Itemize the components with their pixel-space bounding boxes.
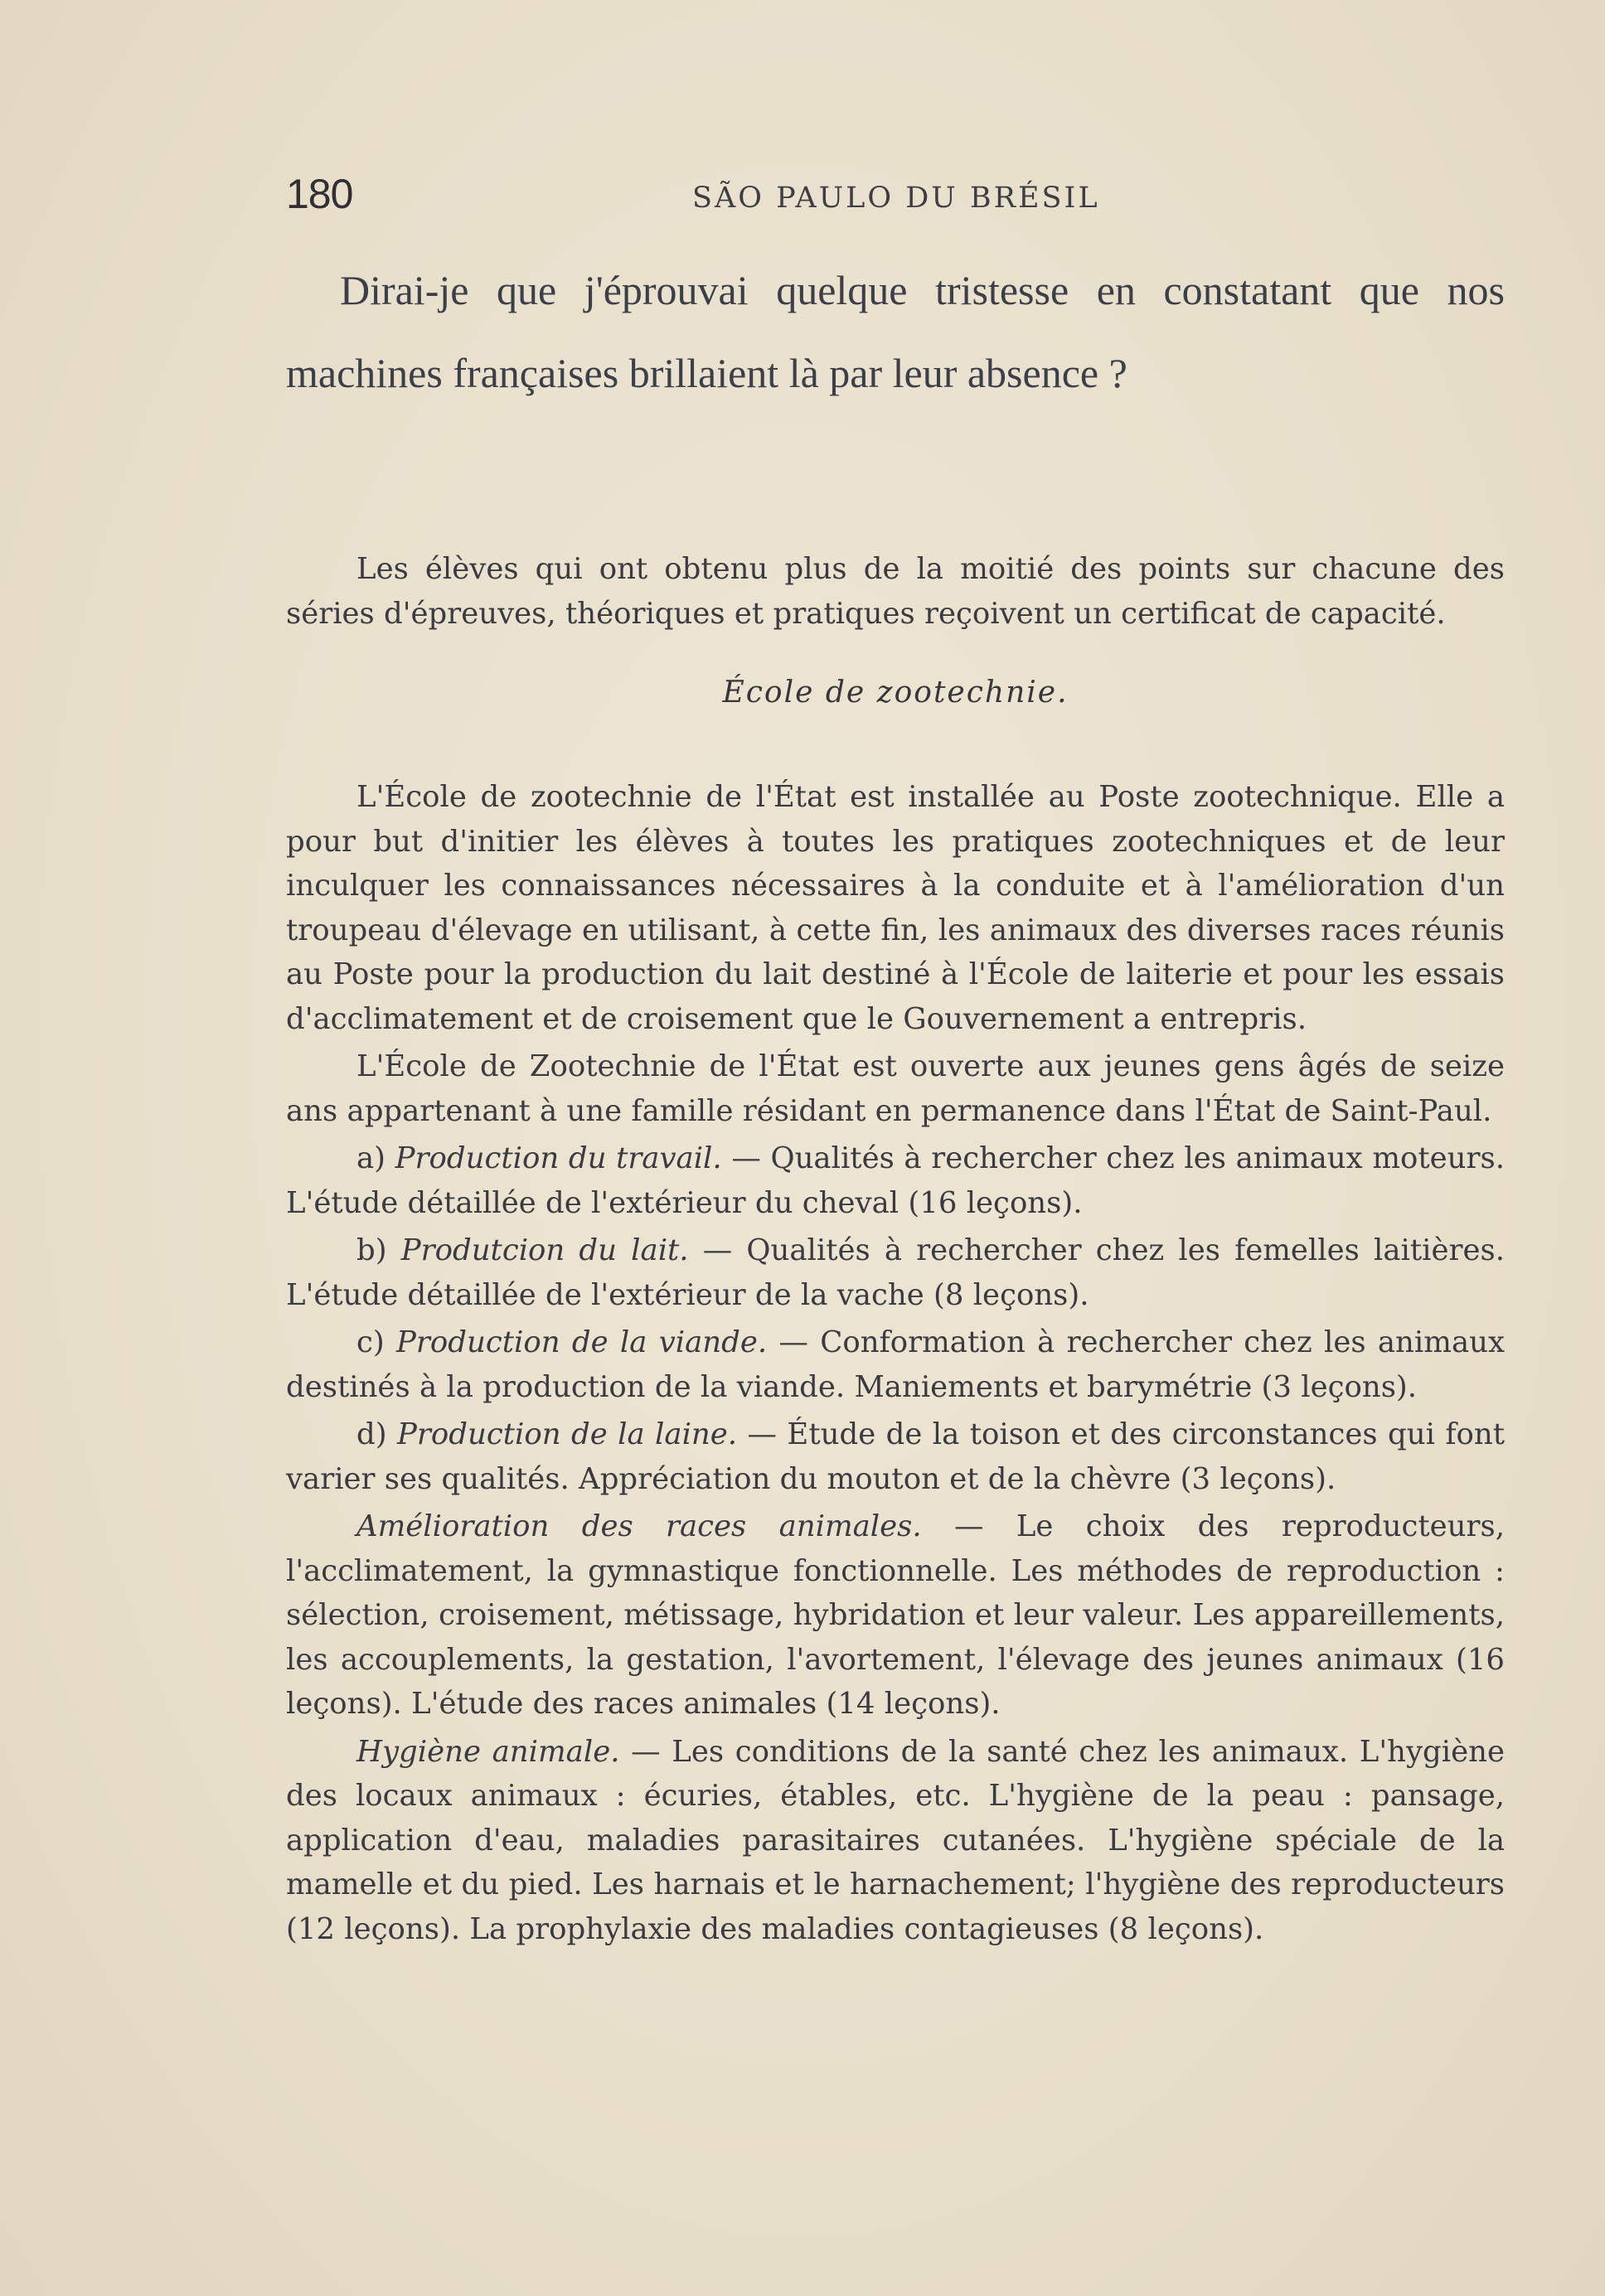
item-text: — Conformation à rechercher chez les animaux destinés à la production de la viande. Maniements et barymétrie (3 leçons). xyxy=(286,1325,1505,1404)
item-label: a) xyxy=(356,1141,386,1175)
course-item-c xyxy=(286,1320,1505,1409)
amelioration-title: Amélioration des races animales. xyxy=(356,1509,922,1543)
hygiene-title: Hygiène animale. xyxy=(356,1734,620,1769)
section-title: École de zootechnie. xyxy=(722,676,1069,710)
item-title: Production de la viande. xyxy=(396,1325,768,1359)
hygiene-text: — Les conditions de la santé chez les animaux. L'hygiène des locaux animaux : écuries, étables, etc. L'hygiène de la peau : pansage, application d'eau, maladies parasitaires cutanées. L'hygiène spéciale de la mamelle et du pied. Les harnais et le harnachement; l'hygiène des reproducteurs (12 leçons). La prophylaxie des maladies contagieuses (8 leçons). xyxy=(286,1734,1505,1946)
item-label: c) xyxy=(356,1325,385,1359)
running-head: SÃO PAULO DU BRÉSIL xyxy=(692,182,1100,215)
item-title: Produtcion du lait. xyxy=(400,1233,689,1267)
item-text: — Qualités à rechercher chez les animaux moteurs. L'étude détaillée de l'extérieur du cheval (16 leçons). xyxy=(286,1141,1505,1220)
body-paragraph-1: L'École de zootechnie de l'État est installée au Poste zootechnique. Elle a pour but d'initier les élèves à toutes les pratiques zootechniques et de leur inculquer les connaissances nécessaires à la conduite et à l'amélioration d'un troupeau d'élevage en utilisant, à cette fin, les animaux des diverses races réunis au Poste pour la production du lait destiné à l'École de laiterie et pour les essais d'acclimatement et de croisement que le Gouvernement a entrepris. xyxy=(286,780,1505,1036)
hygiene-paragraph xyxy=(286,1730,1505,1952)
section-body xyxy=(286,775,1505,1955)
item-title: Production du travail. xyxy=(395,1141,722,1175)
course-item-b xyxy=(286,1228,1505,1317)
lead-paragraph: Dirai-je que j'éprouvai quelque tristesse en constatant que nos machines françaises brillaient là par leur absence ? xyxy=(286,267,1505,396)
item-text: — Qualités à rechercher chez les femelles laitières. L'étude détaillée de l'extérieur de la vache (8 leçons). xyxy=(286,1233,1505,1312)
item-title: Production de la laine. xyxy=(397,1417,738,1451)
intro-paragraph: Les élèves qui ont obtenu plus de la moitié des points sur chacune des séries d'épreuves, théoriques et pratiques reçoivent un certificat de capacité. xyxy=(286,552,1505,631)
item-label: b) xyxy=(356,1233,387,1267)
item-label: d) xyxy=(356,1417,387,1451)
page-number: 180 xyxy=(286,171,353,217)
body-paragraph-2: L'École de Zootechnie de l'État est ouverte aux jeunes gens âgés de seize ans appartenant à une famille résidant en permanence dans l'État de Saint-Paul. xyxy=(286,1049,1505,1128)
amelioration-paragraph xyxy=(286,1504,1505,1727)
course-item-d xyxy=(286,1412,1505,1501)
item-text: — Étude de la toison et des circonstances qui font varier ses qualités. Appréciation du mouton et de la chèvre (3 leçons). xyxy=(286,1417,1505,1496)
page-header xyxy=(286,170,1530,220)
amelioration-text: — Le choix des reproducteurs, l'acclimatement, la gymnastique fonctionnelle. Les méthodes de reproduction : sélection, croisement, métissage, hybridation et leur valeur. Les appareillements, les accouplements, la gestation, l'avortement, l'élevage des jeunes animaux (16 leçons). L'étude des races animales (14 leçons). xyxy=(286,1509,1505,1721)
course-item-a xyxy=(286,1136,1505,1225)
